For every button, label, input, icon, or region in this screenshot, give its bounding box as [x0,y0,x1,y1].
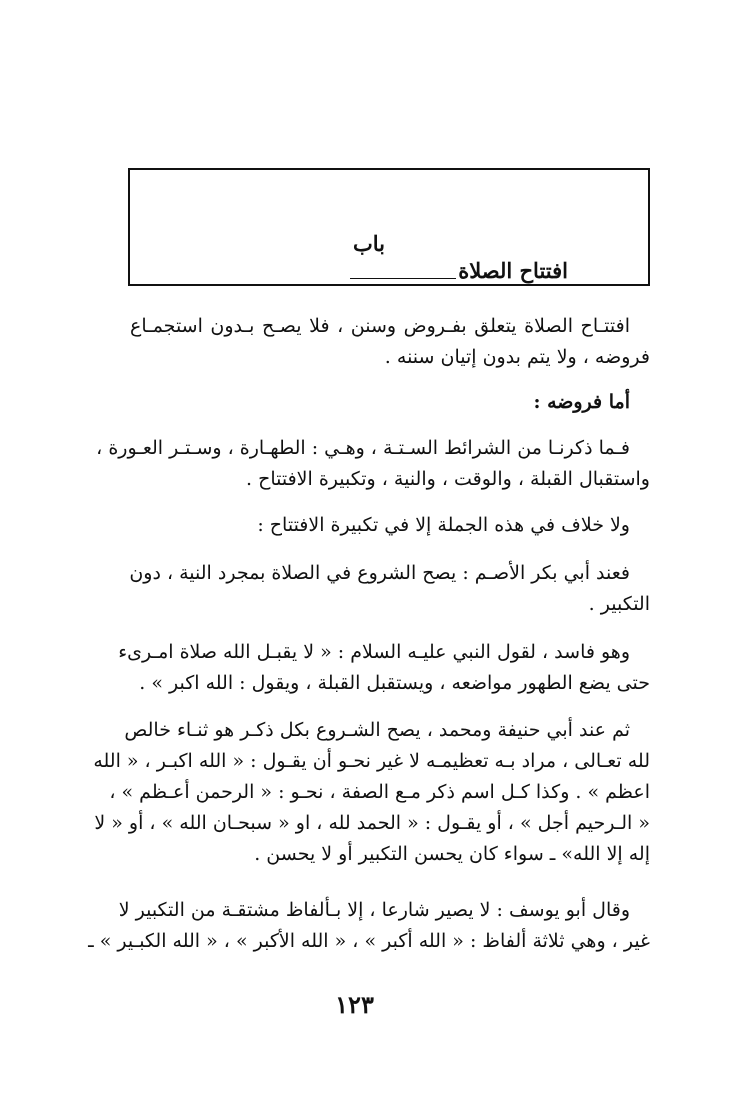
text-line: واستقبال القبلة ، والوقت ، والنية ، وتكبيرة الافتتاح . [245,468,650,490]
text-line: افتتـاح الصلاة يتعلق بفـروض وسنن ، فلا يصـح بـدون استجمـاع [130,315,630,337]
text-line: حتى يضع الطهور مواضعه ، ويستقبل القبلة ، ويقول : الله اكبر » . [139,672,650,694]
text-line: غير ، وهي ثلاثة ألفاظ : « الله أكبر » ، « الله الأكبر » ، « الله الكبـير » ـ [88,930,650,952]
text-line: ولا خلاف في هذه الجملة إلا في تكبيرة الافتتاح : [257,514,630,536]
paragraph-5 [130,558,650,620]
paragraph-7 [93,715,650,870]
chapter-title-row [350,260,568,281]
paragraph-8 [88,895,650,957]
text-line: وقال أبو يوسف : لا يصير شارعا ، إلا بـألفاظ مشتقـة من التكبير لا [118,899,630,921]
chapter-label: باب [352,231,385,256]
chapter-title-rule [350,278,456,279]
chapter-title-box [128,168,650,286]
text-line: فعند أبي بكر الأصـم : يصح الشروع في الصلاة بمجرد النية ، دون [129,562,630,584]
text-line: التكبير . [588,593,650,615]
chapter-title: افتتاح الصلاة [458,258,568,283]
text-line: « الـرحيم أجل » ، أو يقـول : « الحمد لله ، او « سبحـان الله » ، أو « لا [94,812,650,834]
section-heading: أما فروضه : [533,391,630,413]
text-line: فروضه ، ولا يتم بدون إتيان سننه . [384,346,650,368]
text-line: إله إلا الله» ـ سواء كان يحسن التكبير أو لا يحسن . [254,843,650,865]
paragraph-4 [130,510,650,541]
text-line: لله تعـالى ، مراد بـه تعظيمـه لا غير نحـو أن يقـول : « الله اكبـر ، « الله [93,750,650,772]
text-line: اعظم » . وكذا كـل اسم ذكر مـع الصفة ، نحـو : « الرحمن أعـظم » ، [109,781,650,803]
paragraph-6 [118,637,650,699]
text-line: ثم عند أبي حنيفة ومحمد ، يصح الشـروع بكل ذكـر هو ثنـاء خالص [124,719,630,741]
text-line: فـما ذكرنـا من الشرائط السـتـة ، وهـي : الطهـارة ، وسـتـر العـورة ، [96,437,630,459]
text-line: وهو فاسد ، لقول النبي عليـه السلام : « لا يقبـل الله صلاة امـرىء [118,641,630,663]
paragraph-3 [96,433,650,495]
page-number: ١٢٣ [335,990,374,1019]
paragraph-1 [130,311,650,373]
